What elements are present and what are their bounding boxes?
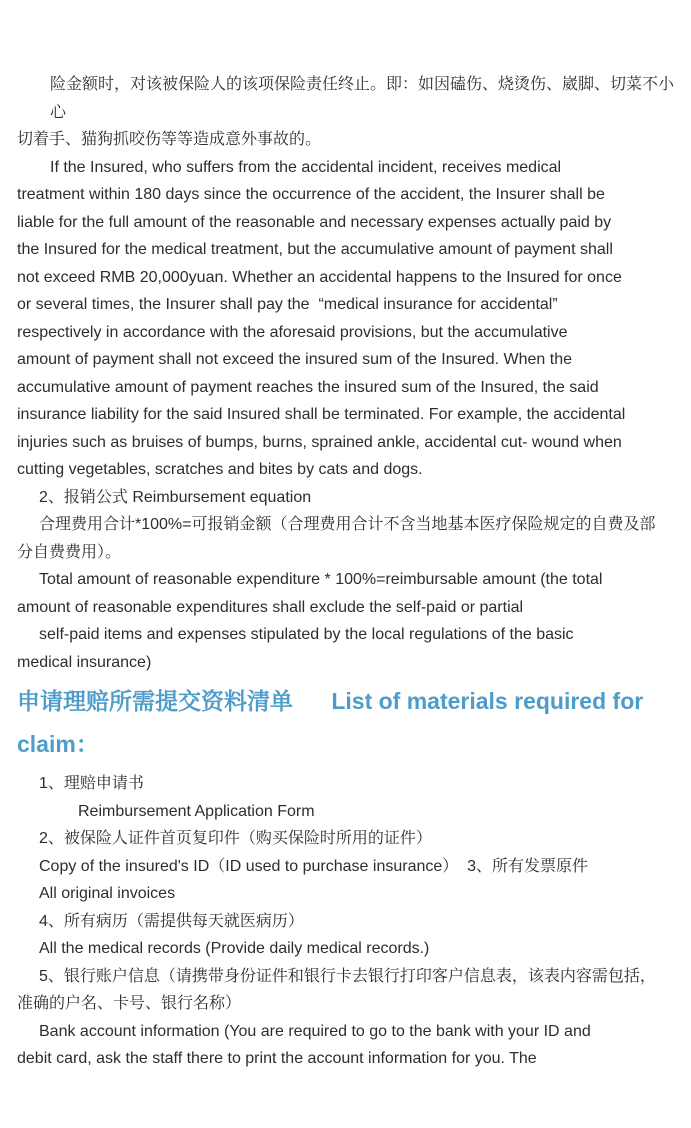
text-line: debit card, ask the staff there to print the account information for you. The xyxy=(17,1050,537,1067)
text-line: All original invoices xyxy=(39,885,176,902)
text-line: 2、被保险人证件首页复印件（购买保险时所用的证件） xyxy=(39,830,432,847)
text-line: 分自费费用）。 xyxy=(17,543,122,561)
text-line: Copy of the insured's ID（ID used to purchase insurance） 3、所有发票原件 xyxy=(39,857,589,875)
text-line: the Insured for the medical treatment, but the accumulative amount of payment shall xyxy=(17,241,613,258)
text-line: 2、报销公式 Reimbursement equation xyxy=(39,488,312,506)
text-line: If the Insured, who suffers from the accidental incident, receives medical xyxy=(50,158,562,176)
text-line: liable for the full amount of the reasonable and necessary expenses actually paid by xyxy=(17,213,612,231)
material-item-2-en-and-3-zh xyxy=(17,853,675,881)
reimbursement-equation-label xyxy=(17,484,675,512)
text-line: 1、理赔申请书 xyxy=(39,775,144,792)
formula-paragraph-en-part1 xyxy=(17,566,675,621)
text-line: cutting vegetables, scratches and bites by cats and dogs. xyxy=(17,461,423,478)
text-line: treatment within 180 days since the occurrence of the accident, the Insurer shall be xyxy=(17,186,605,203)
text-line: 申请理赔所需提交资料清单 List of materials required for xyxy=(17,688,644,714)
text-line: Bank account information (You are required to go to the bank with your ID and xyxy=(39,1022,591,1040)
coverage-paragraph-en xyxy=(17,154,675,484)
text-line: All the medical records (Provide daily medical records.) xyxy=(39,940,430,957)
material-item-4-zh xyxy=(17,908,675,936)
text-line: 4、所有病历（需提供每天就医病历） xyxy=(39,912,304,930)
text-line: insurance liability for the said Insured shall be terminated. For example, the accidental xyxy=(17,406,626,423)
material-item-3-en xyxy=(17,880,675,908)
material-item-4-en xyxy=(17,935,675,963)
text-line: 准确的户名、卡号、银行名称） xyxy=(17,995,242,1012)
intro-paragraph-zh xyxy=(17,71,675,154)
materials-list-heading xyxy=(17,680,675,766)
text-line: claim： xyxy=(17,731,99,757)
text-line: not exceed RMB 20,000yuan. Whether an accidental happens to the Insured for once xyxy=(17,268,622,286)
text-line: accumulative amount of payment reaches the insured sum of the Insured, the said xyxy=(17,378,599,396)
formula-paragraph-en-part2 xyxy=(17,621,675,676)
material-item-1-zh xyxy=(17,770,675,798)
text-line: injuries such as bruises of bumps, burns, sprained ankle, accidental cut- wound when xyxy=(17,433,622,451)
text-line: 切着手、猫狗抓咬伤等等造成意外事故的。 xyxy=(17,131,322,148)
material-item-1-en xyxy=(17,798,675,826)
text-line: self-paid items and expenses stipulated by the local regulations of the basic xyxy=(39,626,574,643)
text-line: 5、银行账户信息（请携带身份证件和银行卡去银行打印客户信息表，该表内容需包括， xyxy=(39,967,656,985)
text-line: amount of payment shall not exceed the insured sum of the Insured. When the xyxy=(17,351,572,368)
text-line: amount of reasonable expenditures shall exclude the self-paid or partial xyxy=(17,598,524,616)
formula-paragraph-zh xyxy=(17,511,675,566)
text-line: or several times, the Insurer shall pay the “medical insurance for accidental” xyxy=(17,296,558,313)
material-item-5-zh xyxy=(17,963,675,1018)
text-line: Reimbursement Application Form xyxy=(78,802,315,820)
text-line: 合理费用合计*100%=可报销金额（合理费用合计不含当地基本医疗保险规定的自费及部 xyxy=(39,516,656,533)
text-line: Total amount of reasonable expenditure * 100%=reimbursable amount (the total xyxy=(39,571,603,588)
material-item-2-zh xyxy=(17,825,675,853)
text-line: respectively in accordance with the aforesaid provisions, but the accumulative xyxy=(17,323,568,341)
material-item-5-en xyxy=(17,1018,675,1073)
text-line: medical insurance) xyxy=(17,653,152,671)
text-line: 险金额时，对该被保险人的该项保险责任终止。即：如因磕伤、烧烫伤、崴脚、切菜不小心 xyxy=(50,76,675,121)
